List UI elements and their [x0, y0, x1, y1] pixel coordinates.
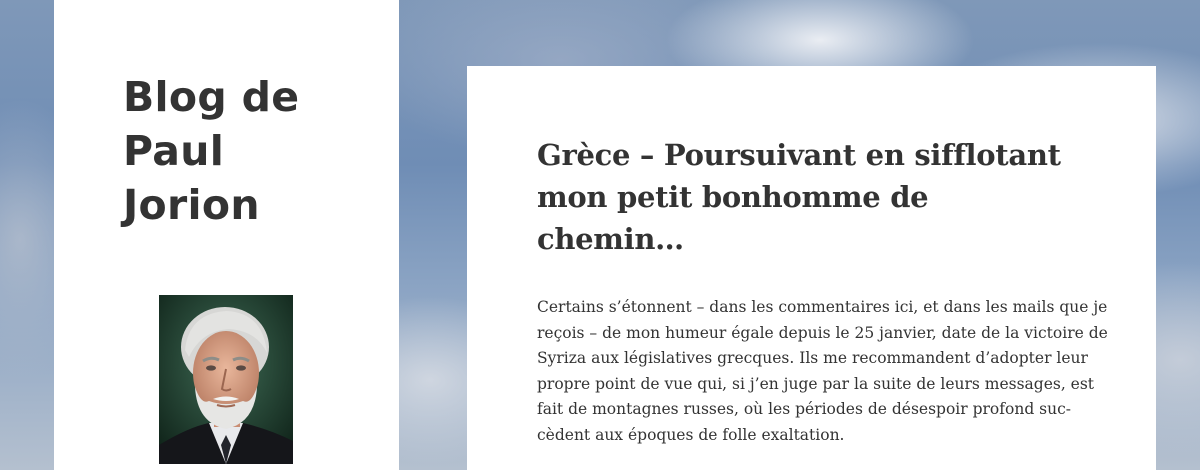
article-card — [467, 66, 1156, 470]
paragraph-line: propre point de vue qui, si j’en juge par la suite de leurs messages, est — [537, 374, 1095, 393]
post-title-line[interactable]: mon petit bonhomme de — [537, 180, 929, 214]
post-title[interactable] — [537, 134, 1097, 260]
paragraph-line: fait de montagnes russes, où les périodes de désespoir profond suc- — [537, 400, 1072, 419]
post-title-line[interactable]: Grèce – Poursuivant en sifflotant — [537, 138, 1061, 172]
site-title-line[interactable]: Paul — [123, 127, 225, 175]
paragraph-line: cèdent aux époques de folle exaltation. — [537, 425, 845, 444]
author-portrait — [159, 295, 293, 464]
paragraph-line: Syriza aux législatives grecques. Ils me recommandent d’adopter leur — [537, 349, 1088, 368]
site-title[interactable] — [123, 70, 343, 232]
site-title-line[interactable]: Blog de — [123, 73, 300, 121]
sidebar — [54, 0, 399, 470]
paragraph-line: reçois – de mon humeur égale depuis le 25 janvier, date de la victoire de — [537, 323, 1108, 342]
site-title-line[interactable]: Jorion — [123, 181, 260, 229]
post-title-line[interactable]: chemin… — [537, 222, 684, 256]
post-paragraph — [537, 295, 1108, 449]
paragraph-line: Certains s’étonnent – dans les commentaires ici, et dans les mails que je — [537, 298, 1108, 316]
post-body — [537, 295, 1108, 449]
